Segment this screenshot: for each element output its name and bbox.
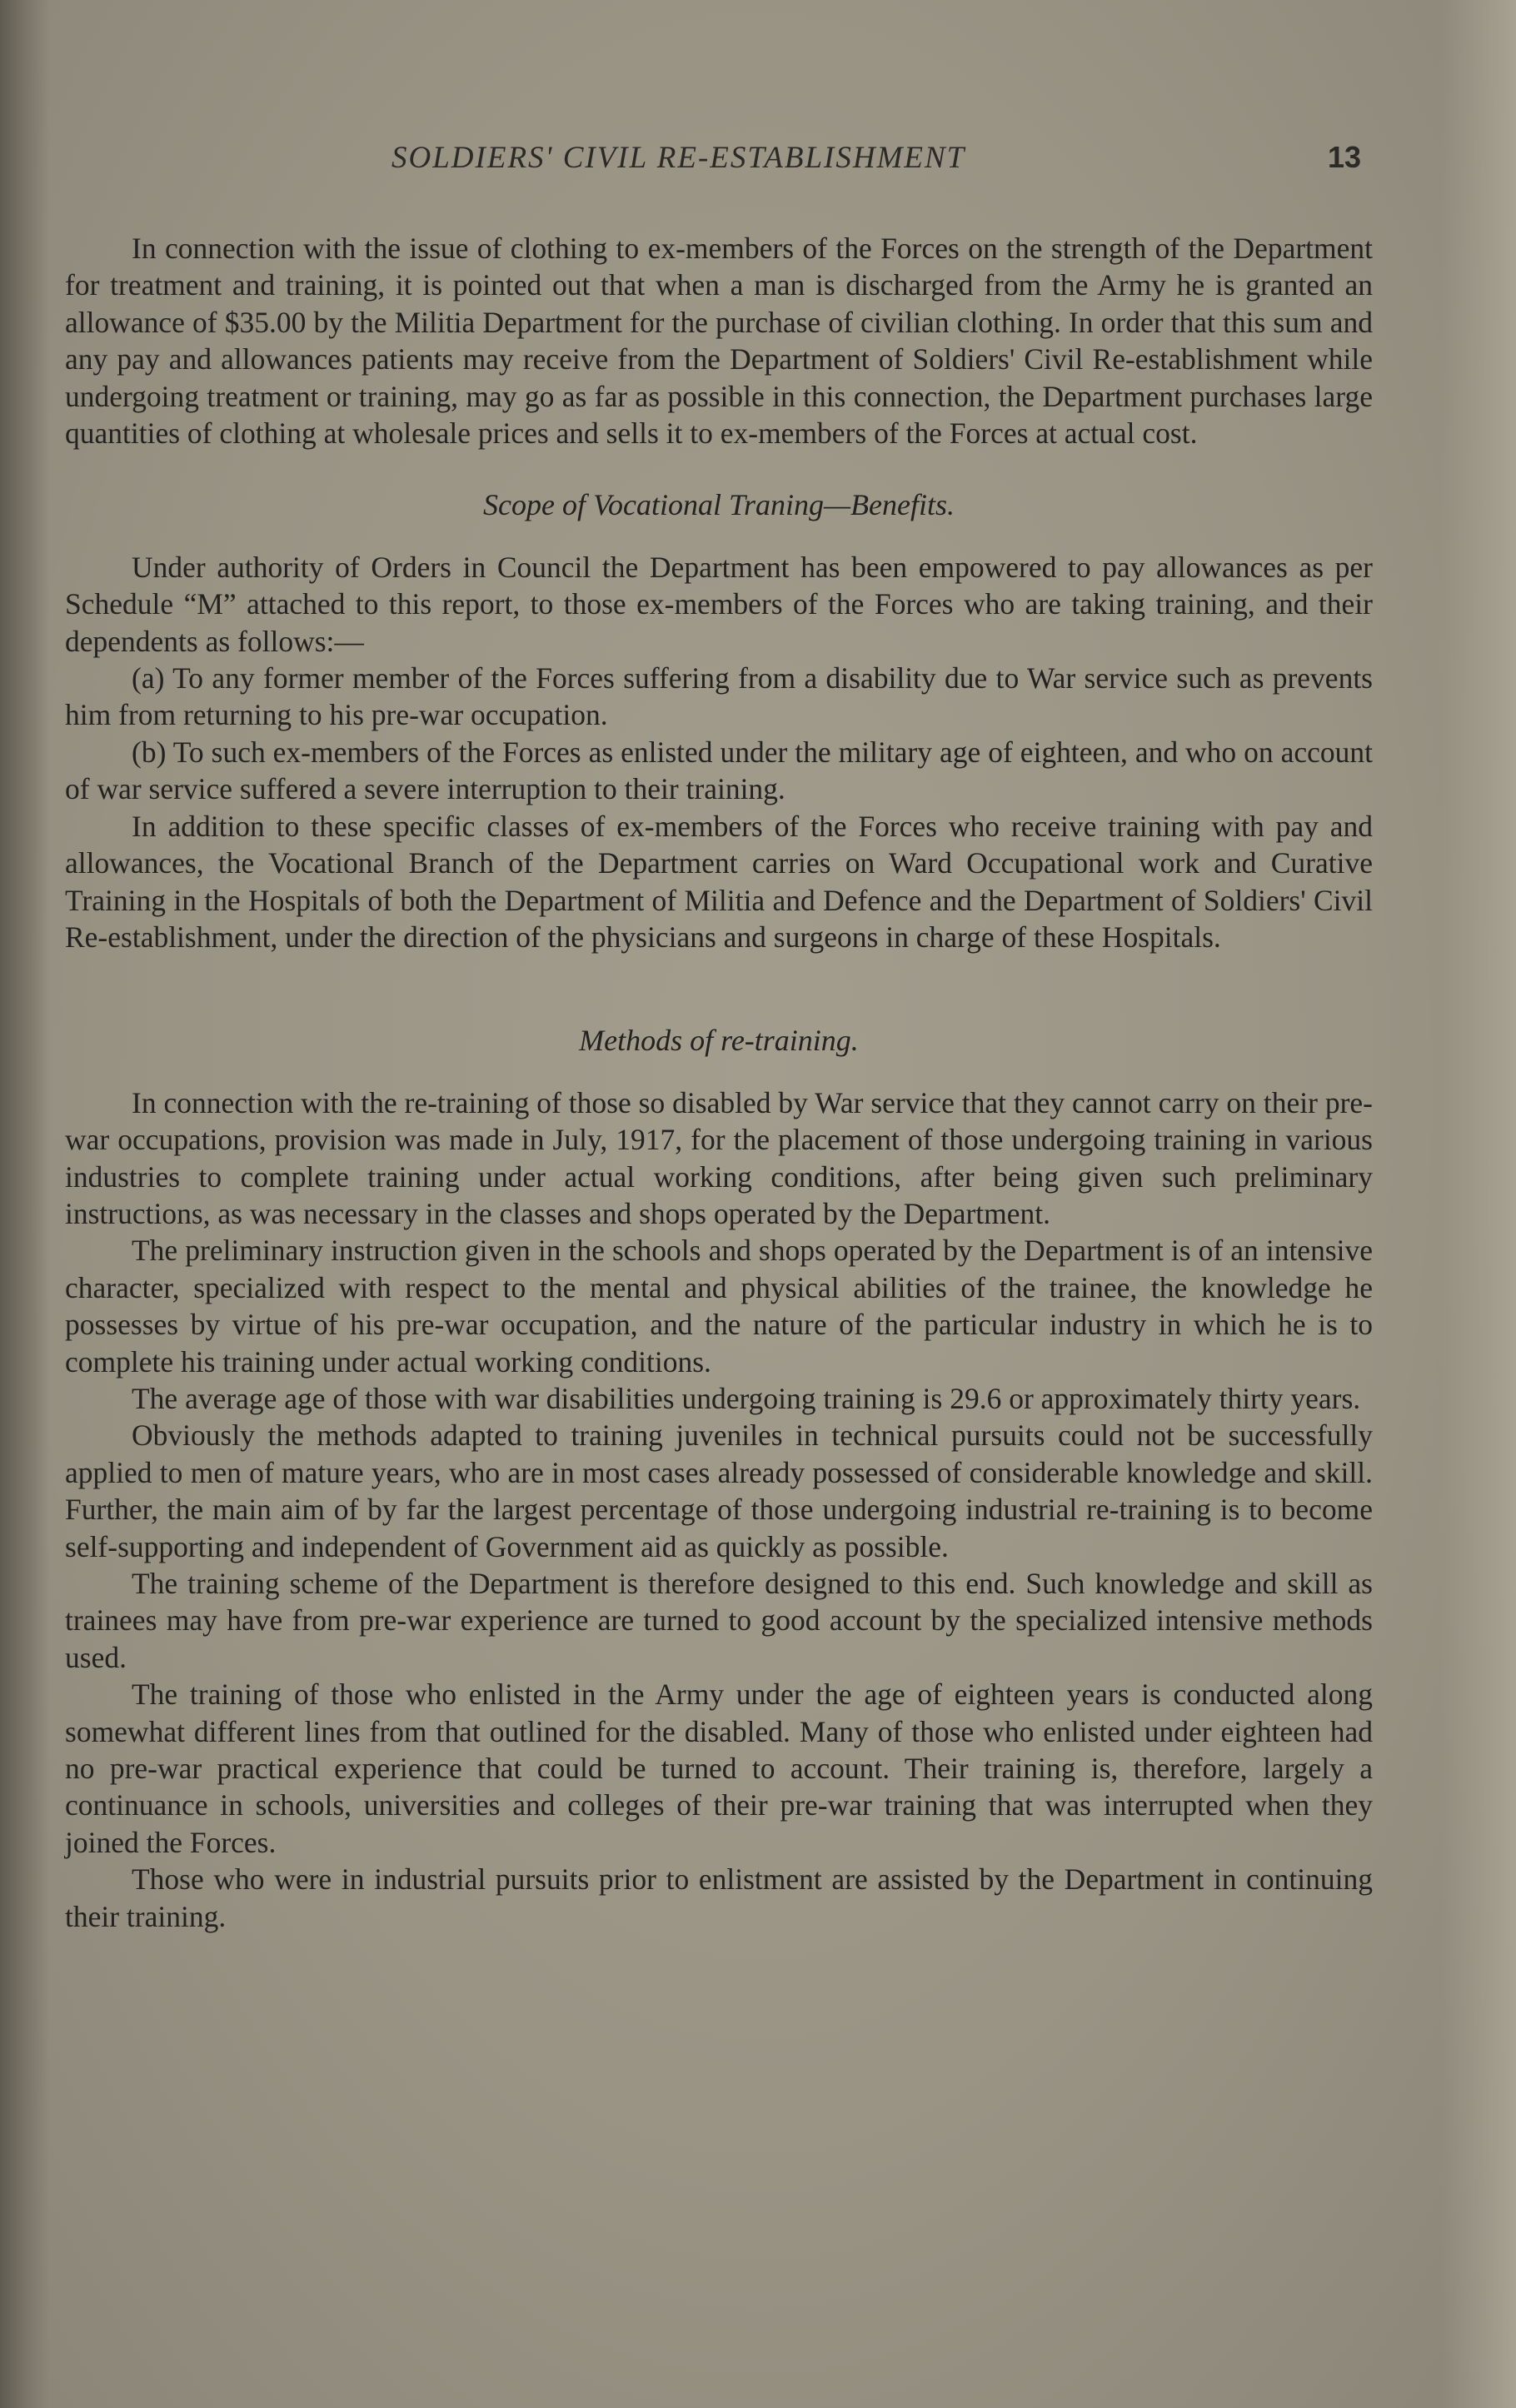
paragraph-item-b: (b) To such ex-members of the Forces as enlisted under the military age of eighteen, and who on account of war service suffered a severe interruption to their training. — [65, 735, 1373, 806]
body-text — [65, 230, 1373, 1935]
section-heading-scope: Scope of Vocational Traning—Benefits. — [483, 488, 955, 522]
section-heading-methods: Methods of re-training. — [579, 1024, 859, 1058]
paragraph-orders-in-council: Under authority of Orders in Council the Department has been empowered to pay allowances as per Schedule “M” attached to this report, to those ex-members of the Forces who are taking training, and their dependents as follows:— — [65, 550, 1373, 658]
paragraph-preliminary-instruction: The preliminary instruction given in the schools and shops operated by the Department is of an intensive character, specialized with respect to the mental and physical abilities of the trainee, the knowledge he possesses by virtue of his pre-war occupation, and the nature of the particular industry in which he is to complete his training under actual working conditions. — [65, 1234, 1373, 1378]
running-header — [0, 140, 1516, 190]
paragraph-under-eighteen: The training of those who enlisted in the Army under the age of eighteen years is conducted along somewhat different lines from that outlined for the disabled. Many of those who enlisted under eighteen had no pre-war practical experience that could be turned to account. Their training is, therefore, largely a continuance in schools, universities and colleges of their pre-war training that was interrupted when they joined the Forces. — [65, 1678, 1373, 1859]
running-title: SOLDIERS' CIVIL RE-ESTABLISHMENT — [391, 141, 966, 175]
paragraph-clothing: In connection with the issue of clothing to ex-members of the Forces on the strength of the Department for treatment and training, it is pointed out that when a man is discharged from the Army he is granted an allowance of $35.00 by the Militia Department for the purchase of civilian clothing. In order that this sum and any pay and allowances patients may receive from the Department of Soldiers' Civil Re-establishment while undergoing treatment or training, may go as far as possible in this connection, the Department purchases large quantities of clothing at wholesale prices and sells it to ex-members of the Forces at actual cost. — [65, 232, 1373, 451]
paragraph-industrial-pursuits: Those who were in industrial pursuits prior to enlistment are assisted by the Department in continuing their training. — [65, 1862, 1373, 1933]
paragraph-training-scheme: The training scheme of the Department is therefore designed to this end. Such knowledge and skill as trainees may have from pre-war experience are turned to good account by the specialized intensive methods used. — [65, 1567, 1373, 1674]
paragraph-specific-classes: In addition to these specific classes of ex-members of the Forces who receive training with pay and allowances, the Vocational Branch of the Department carries on Ward Occupational work and Curative Training in the Hospitals of both the Department of Militia and Defence and the Department of Soldiers' Civil Re-establishment, under the direction of the physicians and surgeons in charge of these Hospitals. — [65, 809, 1373, 954]
paragraph-re-training: In connection with the re-training of those so disabled by War service that they cannot carry on their pre-war occupations, provision was made in July, 1917, for the placement of those undergoing training in various industries to complete training under actual working conditions, after being given such preliminary instructions, as was necessary in the classes and shops operated by the Department. — [65, 1085, 1373, 1230]
page-number: 13 — [1328, 140, 1362, 174]
paragraph-average-age: The average age of those with war disabilities undergoing training is 29.6 or approximately thirty years. — [132, 1381, 1361, 1415]
paragraph-item-a: (a) To any former member of the Forces suffering from a disability due to War service such as prevents him from returning to his pre-war occupation. — [65, 661, 1373, 732]
paragraph-methods-adapted: Obviously the methods adapted to training juveniles in technical pursuits could not be successfully applied to men of mature years, who are in most cases already possessed of considerable knowledge and skill. Further, the main aim of by far the largest percentage of those undergoing industrial re-training is to become self-supporting and independent of Government aid as quickly as possible. — [65, 1418, 1373, 1563]
